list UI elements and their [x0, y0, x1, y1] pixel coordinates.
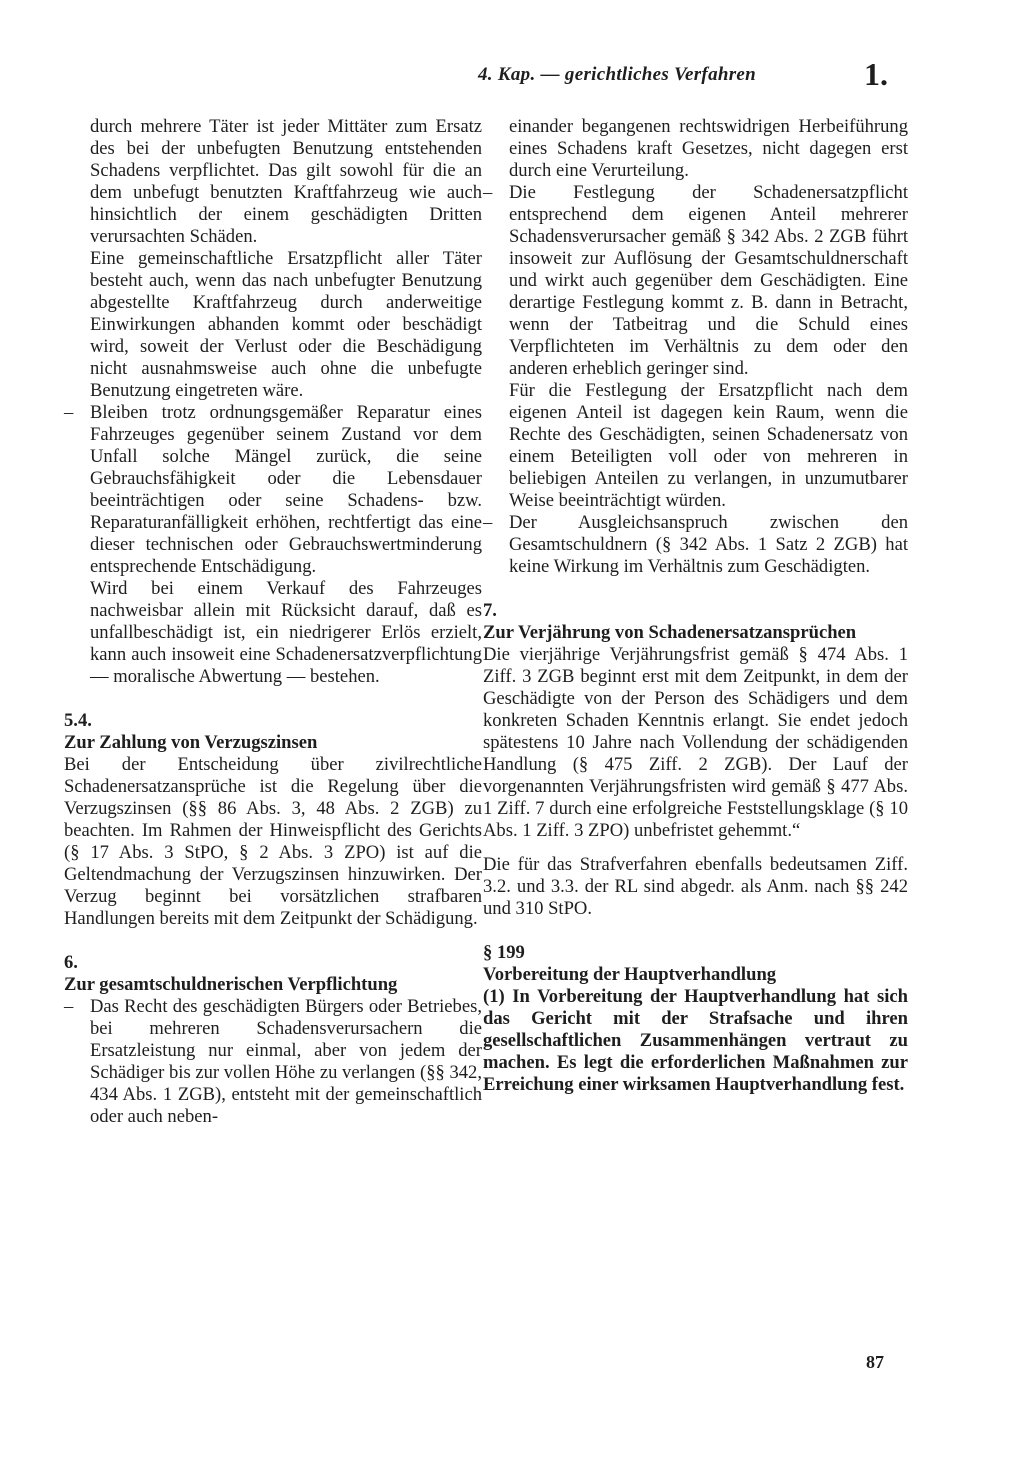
left-paragraph-3: Wird bei einem Verkauf des Fahrzeuges nachweisbar allein mit Rücksicht darauf, daß es unfallbeschädigt ist, ein niedrigerer Erlös erzielt, kann auch insoweit eine Schadenersatzverpflichtung — moralische Abwertung — bestehen. [90, 578, 482, 687]
left-column [64, 116, 482, 1128]
right-column [483, 116, 908, 1096]
editorial-note: Die für das Strafverfahren ebenfalls bedeutsamen Ziff. 3.2. und 3.3. der RL sind abgedr. als Anm. nach §§ 242 und 310 StPO. [483, 854, 908, 919]
left-paragraph-1: durch mehrere Täter ist jeder Mittäter zum Ersatz des bei der unbefugten Benutzung entstehenden Schadens verpflichtet. Das gilt sowohl für die an dem unbefugt benutzten Kraftfahrzeug wie auch hinsichtlich der einem geschädigten Dritten verursachten Schäden. [90, 116, 482, 247]
paragraph-199-text: (1) In Vorbereitung der Hauptverhandlung hat sich das Gericht mit der Strafsache und ihren gesellschaftlichen Zusammenhängen vertraut zu machen. Es legt die erforderlichen Maßnahmen zur Erreichung einer wirksamen Hauptverhandlung fest. [483, 986, 908, 1095]
section-6-number: 6. [64, 952, 78, 973]
section-5-4-title: Zur Zahlung von Verzugszinsen [64, 732, 318, 753]
left-paragraph-2: Eine gemeinschaftliche Ersatzpflicht aller Täter besteht auch, wenn das nach unbefugter Benutzung abgestellte Kraftfahrzeug durch anderweitige Einwirkungen abhanden kommt oder beschädigt wird, soweit der Verlust oder die Beschädigung nicht ausnahmsweise auch ohne die unbefugte Benutzung eingetreten wäre. [90, 248, 482, 401]
right-paragraph-indented: Für die Festlegung der Ersatzpflicht nach dem eigenen Anteil ist dagegen kein Raum, wenn die Rechte des Geschädigten, seinen Schadenersatz von einem Beteiligten voll oder von mehreren in beliebigen Anteilen zu verlangen, in unzumutbarer Weise beeinträchtigt würden. [509, 380, 908, 511]
section-6-title: Zur gesamtschuldnerischen Verpflichtung [64, 974, 398, 995]
chapter-number: 1. [864, 56, 888, 92]
right-continuation: einander begangenen rechtswidrigen Herbeiführung eines Schadens kraft Gesetzes, nicht dagegen erst durch eine Verurteilung. [509, 116, 908, 181]
section-7-text: Die vierjährige Verjährungsfrist gemäß § 474 Abs. 1 Ziff. 3 ZGB beginnt erst mit dem Zeitpunkt, in dem der Geschädigte von der Person des Schädigers und dem konkreten Schaden Kenntnis erlangt. Sie endet jedoch spätestens 10 Jahre nach Vollendung der schädigenden Handlung (§ 475 Ziff. 2 ZGB). Der Lauf der vorgenannten Verjährungsfristen wird gemäß § 477 Abs. 1 Ziff. 7 durch eine erfolgreiche Feststellungsklage (§ 10 Abs. 1 Ziff. 3 ZPO) unbefristet gehemmt.“ [483, 644, 908, 841]
section-7-number: 7. [483, 600, 497, 621]
section-5-4-number: 5.4. [64, 710, 92, 731]
right-dash-item-3: – Der Ausgleichsanspruch zwischen den Gesamtschuldnern (§ 342 Abs. 1 Satz 2 ZGB) hat keine Wirkung im Verhältnis zum Geschädigten. [483, 512, 908, 578]
header-title: 4. Kap. — gerichtliches Verfahren [478, 64, 757, 85]
left-dash-item-1: – Bleiben trotz ordnungsgemäßer Reparatur eines Fahrzeuges gegenüber seinem Zustand vor dem Unfall solche Mängel zurück, die seine Gebrauchsfähigkeit oder die Lebensdauer beeinträchtigen oder seine Schadens- bzw. Reparaturanfälligkeit erhöhen, rechtfertigt das eine dieser technischen oder Gebrauchswertminderung entsprechende Entschädigung. [64, 402, 482, 578]
page-number: 87 [866, 1352, 884, 1372]
running-header [470, 58, 900, 102]
section-7-title: Zur Verjährung von Schadenersatzansprüchen [483, 622, 857, 643]
paragraph-199-title: Vorbereitung der Hauptverhandlung [483, 964, 777, 985]
paragraph-199-number: § 199 [483, 942, 525, 963]
section-5-4-text: Bei der Entscheidung über zivilrechtliche Schadenersatzansprüche ist die Regelung über die Verzugszinsen (§§ 86 Abs. 3, 48 Abs. 2 ZGB) zu beachten. Im Rahmen der Hinweispflicht des Gerichts (§ 17 Abs. 3 StPO, § 2 Abs. 3 ZPO) ist auf die Geltendmachung der Verzugszinsen hinzuwirken. Der Verzug beginnt bei vorsätzlichen strafbaren Handlungen bereits mit dem Zeitpunkt der Schädigung. [64, 754, 482, 929]
right-dash-item-2: – Die Festlegung der Schadenersatzpflicht entsprechend dem eigenen Anteil mehrerer Schadensverursacher gemäß § 342 Abs. 2 ZGB führt insoweit zur Auflösung der Gesamtschuldnerschaft und wirkt auch gegenüber dem Geschädigten. Eine derartige Festlegung kommt z. B. dann in Betracht, wenn der Tatbeitrag und die Schuld eines Verpflichteten im Verhältnis zu dem oder den anderen erheblich geringer sind. [483, 182, 908, 380]
section-6-dash-item-1: – Das Recht des geschädigten Bürgers oder Betriebes, bei mehreren Schadensverursachern die Ersatzleistung nur einmal, aber von jedem der Schädiger bis zur vollen Höhe zu verlangen (§§ 342, 434 Abs. 1 ZGB), entsteht mit der gemeinschaftlich oder auch neben- [64, 996, 482, 1128]
